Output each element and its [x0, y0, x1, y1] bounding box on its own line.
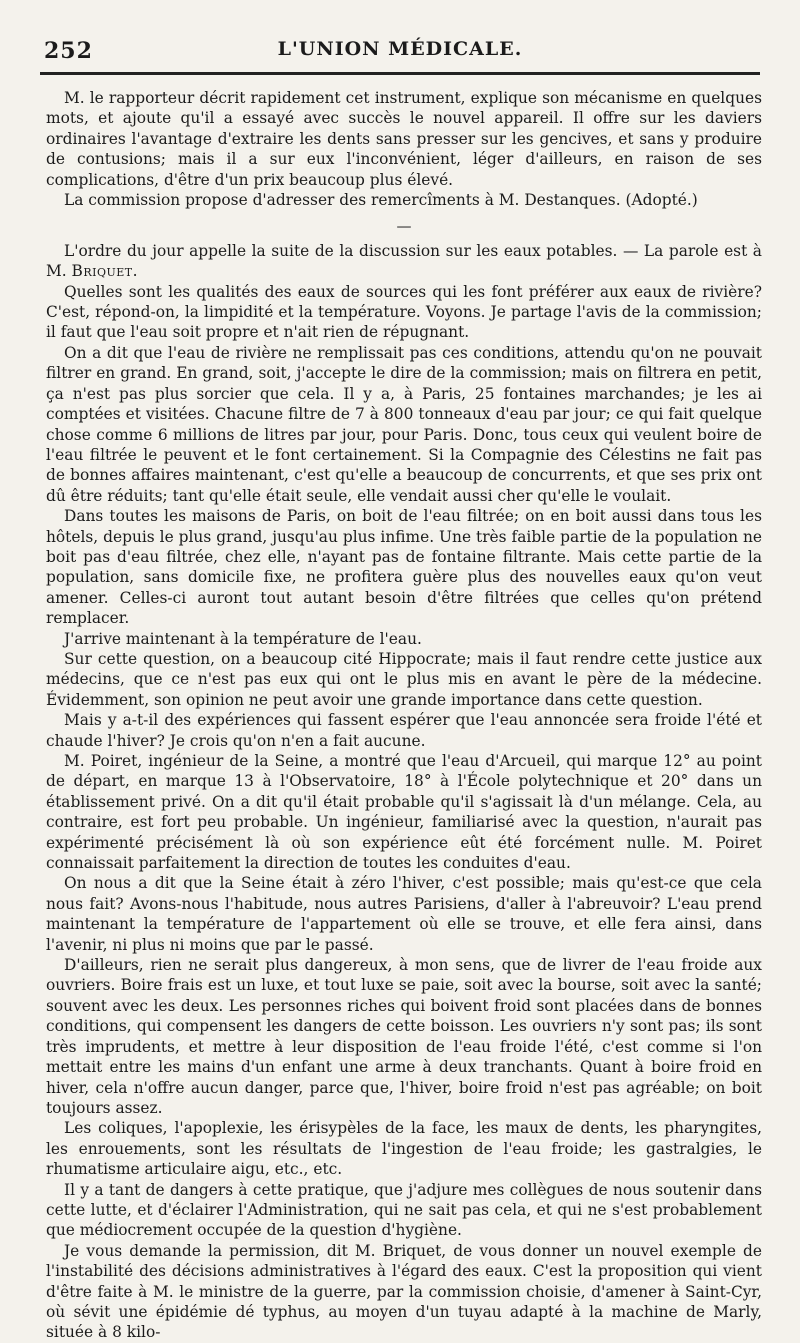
- paragraph-text: L'ordre du jour appelle la suite de la discussion sur les eaux potables. — La parole est à M.: [46, 241, 762, 281]
- paragraph: J'arrive maintenant à la température de l'eau.: [64, 629, 422, 648]
- paragraph: La commission propose d'adresser des remercîments à M. Destanques. (Adopté.): [64, 191, 698, 210]
- running-title: L'UNION MÉDICALE.: [277, 38, 523, 60]
- paragraph: On nous a dit que la Seine était à zéro l'hiver, c'est possible; mais qu'est-ce que cela nous fait? Avons-nous l'habitude, nous autres Parisiens, d'aller à l'abreuvoir? L'eau prend maintenant la température de l'appartement où elle se trouve, et elle fera ainsi, dans l'avenir, ni plus ni moins que par le passé.: [46, 874, 762, 954]
- paragraph: D'ailleurs, rien ne serait plus dangereux, à mon sens, que de livrer de l'eau froide aux ouvriers. Boire frais est un luxe, et tout luxe se paie, soit avec la bourse, soit avec la santé; souvent avec les deux. Les personnes riches qui boivent froid sont placées dans de bonnes conditions, qui compensent les dangers de cette boisson. Les ouvriers n'y sont pas; ils sont très imprudents, et mettre à leur disposition de l'eau froide l'été, c'est comme si l'on mettait entre les mains d'un enfant une arme à deux tranchants. Quant à boire froid en hiver, cela n'offre aucun danger, parce que, l'hiver, boire froid n'est pas agréable; on boit toujours assez.: [46, 956, 762, 1117]
- paragraph: Les coliques, l'apoplexie, les érisypèles de la face, les maux de dents, les pharyngites, les enrouements, sont les résultats de l'ingestion de l'eau froide; les gastralgies, le rhumatisme articulaire aigu, etc., etc.: [46, 1119, 762, 1179]
- paragraph: On a dit que l'eau de rivière ne remplissait pas ces conditions, attendu qu'on ne pouvait filtrer en grand. En grand, soit, j'accepte le dire de la commission; mais on filtrera en petit, ça n'est pas plus sorcier que cela. Il y a, à Paris, 25 fontaines marchandes; je les ai comptées et visitées. Chacune filtre de 7 à 800 tonneaux d'eau par jour; ce qui fait quelque chose comme 6 millions de litres par jour, pour Paris. Donc, tous ceux qui veulent boire de l'eau filtrée le peuvent et le font certainement. Si la Compagnie des Célestins ne fait pas de bonnes affaires maintenant, c'est qu'elle a beaucoup de concurrents, et que ses prix ont dû être réduits; tant qu'elle était seule, elle vendait aussi cher qu'elle le voulait.: [46, 343, 762, 505]
- paragraph: Sur cette question, on a beaucoup cité Hippocrate; mais il faut rendre cette justice aux médecins, que ce n'est pas eux qui ont le plus mis en avant le père de la médecine. Évidemment, son opinion ne peut avoir une grande importance dans cette question.: [46, 649, 762, 709]
- header-rule: [40, 72, 760, 75]
- paragraph: M. le rapporteur décrit rapidement cet instrument, explique son mécanisme en quelques mots, et ajoute qu'il a essayé avec succès le nouvel appareil. Il offre sur les daviers ordinaires l'avantage d'extraire les dents sans presser sur les gencives, et sans y produire de contusions; mais il a sur eux l'inconvénient, léger d'ailleurs, en raison de ses complications, d'être d'un prix beaucoup plus élevé.: [46, 89, 762, 189]
- paragraph: Il y a tant de dangers à cette pratique, que j'adjure mes collègues de nous soutenir dans cette lutte, et d'éclairer l'Administration, qui ne sait pas cela, et qui ne s'est probablement que médiocrement occupée de la question d'hygiène.: [46, 1180, 762, 1240]
- paragraph: Je vous demande la permission, dit M. Briquet, de vous donner un nouvel exemple de l'instabilité des décisions administratives à l'égard des eaux. C'est la proposition qui vient d'être faite à M. le ministre de la guerre, par la commission choisie, d'amener à Saint-Cyr, où sévit une épidémie dé typhus, au moyen d'un tuyau adapté à la machine de Marly, située à 8 kilo-: [46, 1241, 762, 1342]
- paragraph: Dans toutes les maisons de Paris, on boit de l'eau filtrée; on en boit aussi dans tous les hôtels, depuis le plus grand, jusqu'au plus infime. Une très faible partie de la population ne boit pas d'eau filtrée, chez elle, n'ayant pas de fontaine filtrante. Mais cette partie de la population, sans domicile fixe, ne profitera guère plus des nouvelles eaux qu'on veut amener. Celles-ci auront tout autant besoin d'être filtrées que celles qu'on prétend remplacer.: [46, 507, 762, 628]
- page-header: [40, 34, 760, 64]
- section-separator: —: [396, 217, 412, 236]
- paragraph: M. Poiret, ingénieur de la Seine, a montré que l'eau d'Arcueil, qui marque 12° au point de départ, en marque 13 à l'Observatoire, 18° à l'École polytechnique et 20° dans un établissement privé. On a dit qu'il était probable qu'il s'agissait là d'un mélange. Cela, au contraire, est fort peu probable. Un ingénieur, familiarisé avec la question, n'aurait pas expérimenté précisément là où son expérience eût été forcément nulle. M. Poiret connaissait parfaitement la direction de toutes les conduites d'eau.: [46, 752, 762, 873]
- article-body: [46, 88, 762, 1343]
- paragraph: [46, 241, 762, 282]
- paragraph: Mais y a-t-il des expériences qui fassent espérer que l'eau annoncée sera froide l'été et chaude l'hiver? Je crois qu'on n'en a fait aucune.: [46, 711, 762, 750]
- speaker-name: Briquet.: [71, 262, 139, 281]
- page-number: 252: [44, 38, 93, 64]
- paragraph: Quelles sont les qualités des eaux de sources qui les font préférer aux eaux de rivière? C'est, répond-on, la limpidité et la température. Voyons. Je partage l'avis de la commission; il faut que l'eau soit propre et n'ait rien de répugnant.: [46, 282, 762, 342]
